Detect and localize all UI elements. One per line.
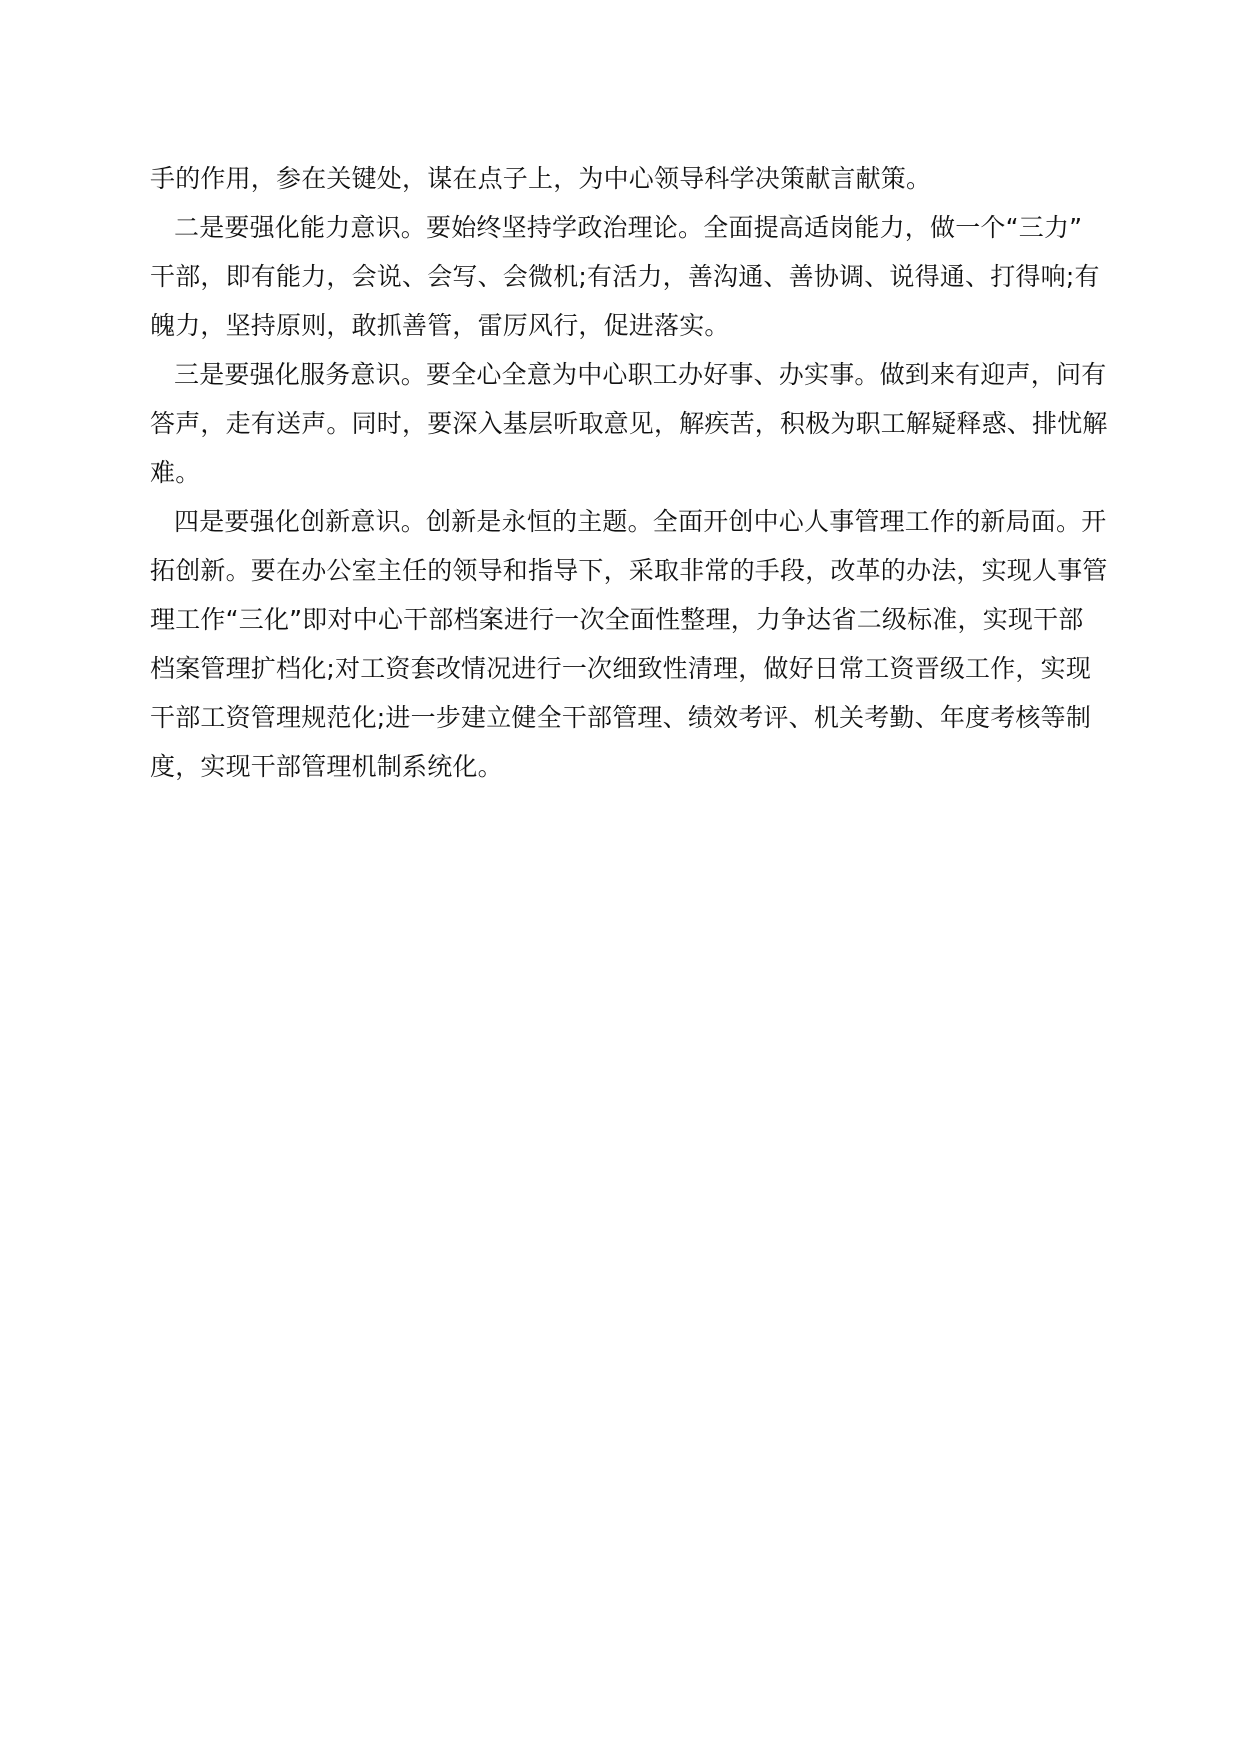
paragraph-line: 二是要强化能力意识。要始终坚持学政治理论。全面提高适岗能力，做一个“三力”	[174, 213, 1083, 242]
document-body	[150, 154, 1108, 791]
paragraph-line: 干部，即有能力，会说、会写、会微机;有活力，善沟通、善协调、说得通、打得响;有	[150, 262, 1100, 291]
paragraph-line: 理工作“三化”即对中心干部档案进行一次全面性整理，力争达省二级标准，实现干部	[150, 605, 1084, 634]
paragraph-line: 答声，走有送声。同时，要深入基层听取意见，解疾苦，积极为职工解疑释惑、排忧解	[150, 409, 1108, 438]
paragraph-3	[150, 350, 1108, 497]
paragraph-4	[150, 497, 1108, 791]
paragraph-line: 拓创新。要在办公室主任的领导和指导下，采取非常的手段，改革的办法，实现人事管	[150, 556, 1108, 585]
paragraph-line: 魄力，坚持原则，敢抓善管，雷厉风行，促进落实。	[150, 311, 730, 340]
paragraph-line: 四是要强化创新意识。创新是永恒的主题。全面开创中心人事管理工作的新局面。开	[174, 507, 1107, 536]
paragraph-line: 手的作用，参在关键处，谋在点子上，为中心领导科学决策献言献策。	[150, 164, 932, 193]
paragraph-line: 三是要强化服务意识。要全心全意为中心职工办好事、办实事。做到来有迎声，问有	[174, 360, 1107, 389]
paragraph-1	[150, 154, 1100, 203]
paragraph-line: 干部工资管理规范化;进一步建立健全干部管理、绩效考评、机关考勤、年度考核等制	[150, 703, 1092, 732]
paragraph-line: 难。	[150, 458, 201, 487]
paragraph-line: 档案管理扩档化;对工资套改情况进行一次细致性清理，做好日常工资晋级工作，实现	[150, 654, 1092, 683]
paragraph-line: 度，实现干部管理机制系统化。	[150, 752, 503, 781]
paragraph-2	[150, 203, 1100, 350]
